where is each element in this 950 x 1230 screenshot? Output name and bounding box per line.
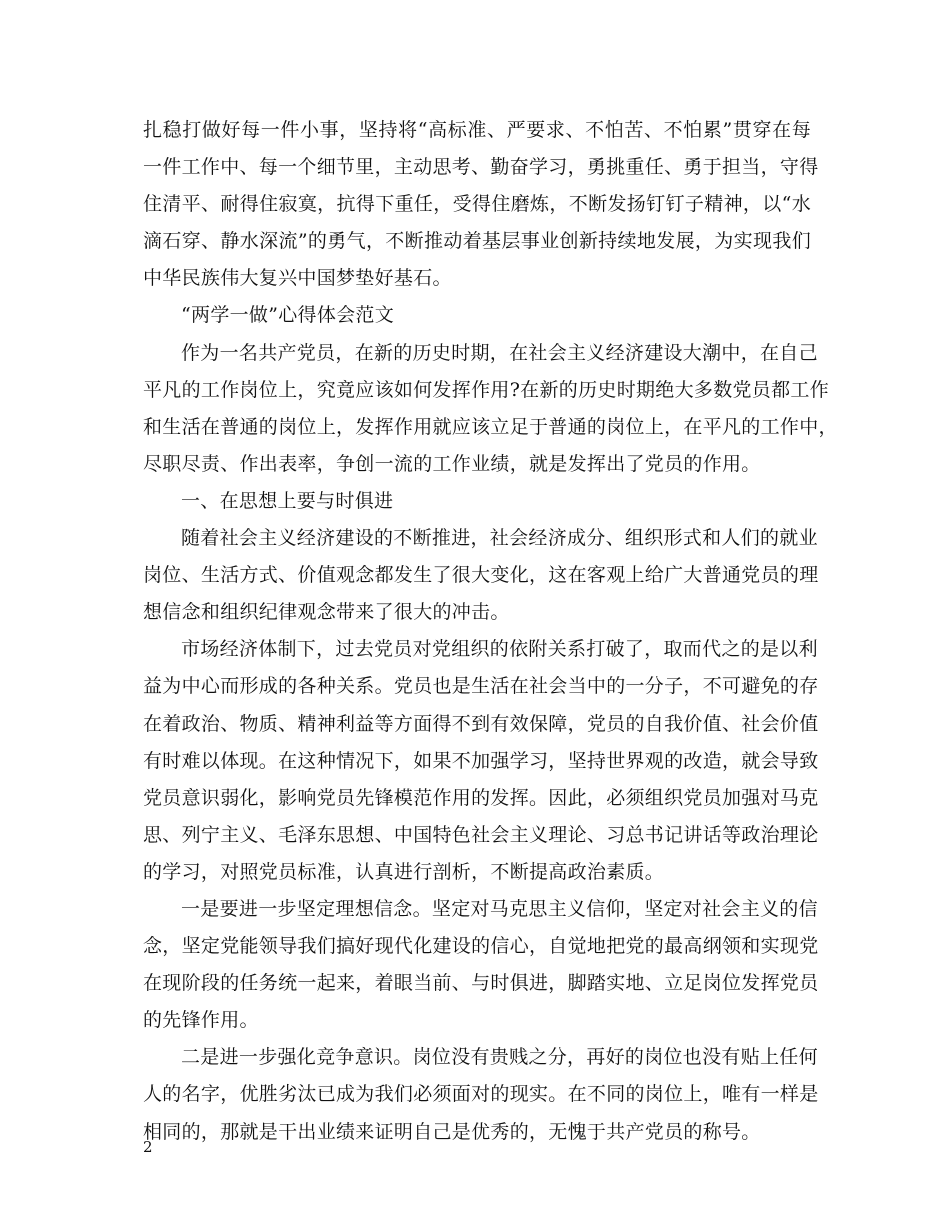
text-line: 二是进一步强化竞争意识。岗位没有贵贱之分，再好的岗位也没有贴上任何: [181, 1046, 818, 1069]
text-line: 党员意识弱化，影响党员先锋模范作用的发挥。因此，必须组织党员加强对马克: [143, 786, 819, 809]
document-body: [143, 112, 838, 1151]
text-line: 一件工作中、每一个细节里，主动思考、勤奋学习，勇挑重任、勇于担当，守得: [143, 156, 819, 179]
section-title: “两学一做”心得体会范文: [181, 304, 395, 327]
text-line: 住清平、耐得住寂寞，抗得下重任，受得住磨炼，不断发扬钉钉子精神，以“水: [143, 193, 811, 216]
text-line: 思、列宁主义、毛泽东思想、中国特色社会主义理论、习总书记讲话等政治理论: [143, 823, 819, 846]
text-line: 随着社会主义经济建设的不断推进，社会经济成分、组织形式和人们的就业: [181, 527, 818, 550]
page-number: 2: [143, 1138, 153, 1156]
text-line: 念，坚定党能领导我们搞好现代化建设的信心，自觉地把党的最高纲领和实现党: [143, 935, 819, 958]
text-line: 的学习，对照党员标准，认真进行剖析，不断提高政治素质。: [143, 860, 665, 883]
text-line: 想信念和组织纪律观念带来了很大的冲击。: [143, 601, 510, 624]
section-heading: 一、在思想上要与时俱进: [181, 489, 394, 512]
text-line: 在着政治、物质、精神利益等方面得不到有效保障，党员的自我价值、社会价值: [143, 712, 819, 735]
text-line: 在现阶段的任务统一起来，着眼当前、与时俱进，脚踏实地、立足岗位发挥党员: [143, 972, 819, 995]
text-line: 市场经济体制下，过去党员对党组织的依附关系打破了，取而代之的是以利: [181, 638, 818, 661]
text-line: 和生活在普通的岗位上，发挥作用就应该立足于普通的岗位上，在平凡的工作中，: [143, 415, 838, 438]
text-line: 相同的，那就是干出业绩来证明自己是优秀的，无愧于共产党员的称号。: [143, 1120, 761, 1143]
text-line: 益为中心而形成的各种关系。党员也是生活在社会当中的一分子，不可避免的存: [143, 675, 819, 698]
text-line: 平凡的工作岗位上，究竟应该如何发挥作用?在新的历史时期绝大多数党员都工作: [143, 378, 829, 401]
text-line: 扎稳打做好每一件小事，坚持将“高标准、严要求、不怕苦、不怕累”贯穿在每: [143, 119, 811, 141]
text-line: 一是要进一步坚定理想信念。坚定对马克思主义信仰，坚定对社会主义的信: [181, 897, 818, 920]
text-line: 的先锋作用。: [143, 1009, 259, 1032]
text-line: 有时难以体现。在这种情况下，如果不加强学习，坚持世界观的改造，就会导致: [143, 749, 819, 772]
text-line: 滴石穿、静水深流”的勇气，不断推动着基层事业创新持续地发展，为实现我们: [143, 230, 811, 253]
text-line: 尽职尽责、作出表率，争创一流的工作业绩，就是发挥出了党员的作用。: [143, 452, 761, 475]
text-line: 岗位、生活方式、价值观念都发生了很大变化，这在客观上给广大普通党员的理: [143, 564, 819, 587]
text-line: 人的名字，优胜劣汰已成为我们必须面对的现实。在不同的岗位上，唯有一样是: [143, 1083, 819, 1106]
text-line: 中华民族伟大复兴中国梦垫好基石。: [143, 267, 452, 290]
text-line: 作为一名共产党员，在新的历史时期，在社会主义经济建设大潮中，在自己: [181, 341, 818, 364]
